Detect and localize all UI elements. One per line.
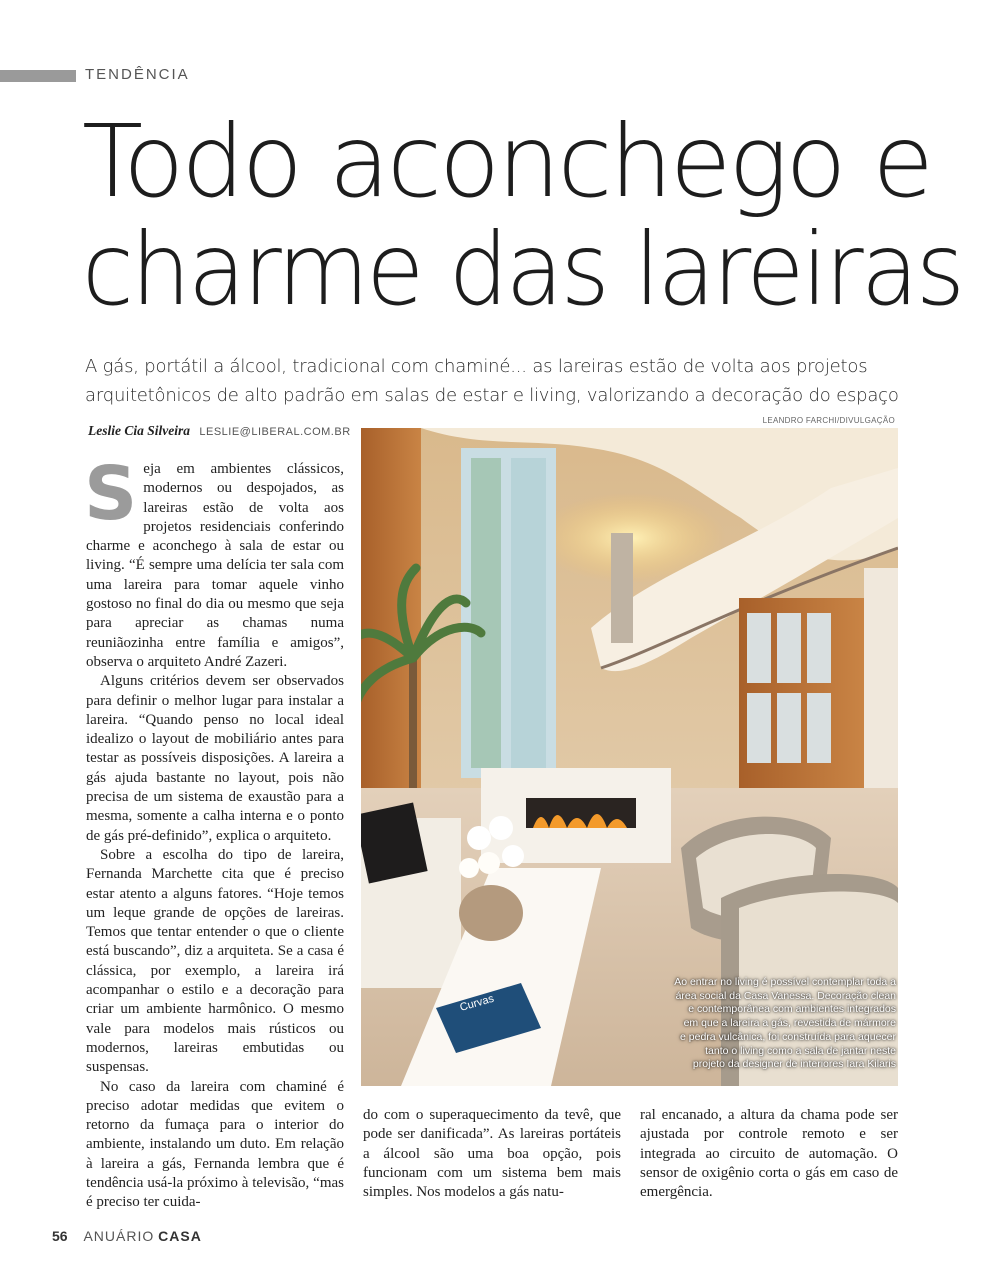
headline-line-2: charme das lareiras: [82, 211, 963, 328]
byline: [88, 423, 351, 439]
caption-line-6: tanto o living como a sala de jantar neste: [705, 1044, 896, 1057]
paragraph-1: [84, 451, 344, 672]
deck-line-1: A gás, portátil a álcool, tradicional com chaminé... as lareiras estão de volta aos projetos: [85, 356, 868, 377]
publication-name-light: ANUÁRIO: [83, 1228, 155, 1244]
column-2-text: do com o superaquecimento da tevê, que pode ser danificada”. As lareiras portáteis a álcool são uma boa opção, pois funcionam com um sistema bem mais simples. Nos modelos a gás natu-: [363, 1107, 621, 1201]
caption-line-4: em que a lareira a gás, revestida de mármore: [683, 1017, 896, 1030]
headline: [82, 103, 963, 328]
caption-line-5: e pedra vulcânica, foi construída para aquecer: [680, 1030, 896, 1043]
page-number: 56: [52, 1228, 68, 1244]
body-column-3: [640, 1106, 898, 1202]
section-bar: [0, 70, 76, 82]
body-column-2: [363, 1106, 621, 1202]
publication-name-bold: CASA: [158, 1228, 202, 1244]
caption-line-1: Ao entrar no living é possível contemplar toda a: [674, 976, 896, 988]
deck-line-2: arquitetônicos de alto padrão em salas de estar e living, valorizando a decoração do espaço: [85, 385, 899, 406]
paragraph-2: Alguns critérios devem ser observados para definir o melhor lugar para instalar a lareira. “Quando penso no local ideal idealizo o layout de mobiliário antes para testar as possíveis disposições. A lareira a gás ajuda bastante no layout, pois não precisa de um sistema de exaustão para a mesma, somente a calha interna e o ponto de gás pré-definido”, explica o arquiteto.: [86, 673, 344, 844]
caption-line-7: projeto da designer de interiores Iara Kilaris: [692, 1058, 896, 1071]
headline-line-1: Todo aconchego e: [82, 103, 931, 220]
body-column-1: [84, 451, 344, 1213]
author-email[interactable]: LESLIE@LIBERAL.COM.BR: [199, 426, 351, 438]
book-cover-title: Curvas: [458, 992, 496, 1014]
paragraph-4: No caso da lareira com chaminé é preciso adotar medidas que evitem o retorno da fumaça para o interior do ambiente, instalando um duto. Em relação à lareira a gás, Fernanda lembra que é tendência usá-la próximo à televisão, “mas é preciso ter cuida-: [86, 1078, 344, 1211]
photo-credit: LEANDRO FARCHI/DIVULGAÇÃO: [762, 416, 895, 425]
drop-cap: S: [84, 451, 138, 537]
author-name: Leslie Cia Silveira: [88, 423, 190, 438]
caption-line-2: área social da Casa Vanessa. Decoração clean: [675, 989, 896, 1002]
photo-caption: [668, 976, 898, 1072]
deck: [85, 352, 925, 410]
page-footer: [52, 1228, 202, 1244]
paragraph-1-text: eja em ambientes clássicos, modernos ou despojados, as lareiras estão de volta aos projetos residenciais conferindo charme e aconchego à sala de estar ou living. “É sempre uma delícia ter sala com uma lareira para tomar aquele vinho gostoso no final do dia ou mesmo que seja para apreciar as chamas numa reuniãozinha entre família e amigos”, observa o arquiteto André Zazeri.: [86, 461, 344, 670]
section-label: TENDÊNCIA: [85, 66, 190, 83]
paragraph-3: Sobre a escolha do tipo de lareira, Fernanda Marchette cita que é preciso estar atento a alguns fatores. “Hoje temos um leque grande de opções de lareiras. Temos que tentar entender o que o cliente está buscando”, diz a arquiteta. Se a casa é clássica, por exemplo, a lareira irá acompanhar o estilo e a decoração para criar um ambiente harmônico. O mesmo vale para modelos mais rústicos ou modernos, lareiras embutidas ou suspensas.: [86, 846, 344, 1076]
living-room-photo: [361, 428, 898, 1086]
column-3-text: ral encanado, a altura da chama pode ser ajustada por controle remoto e ser integrada ao circuito de automação. O sensor de oxigênio corta o gás em caso de emergência.: [640, 1107, 898, 1201]
caption-line-3: e contemporânea com ambientes integrados: [688, 1003, 896, 1016]
